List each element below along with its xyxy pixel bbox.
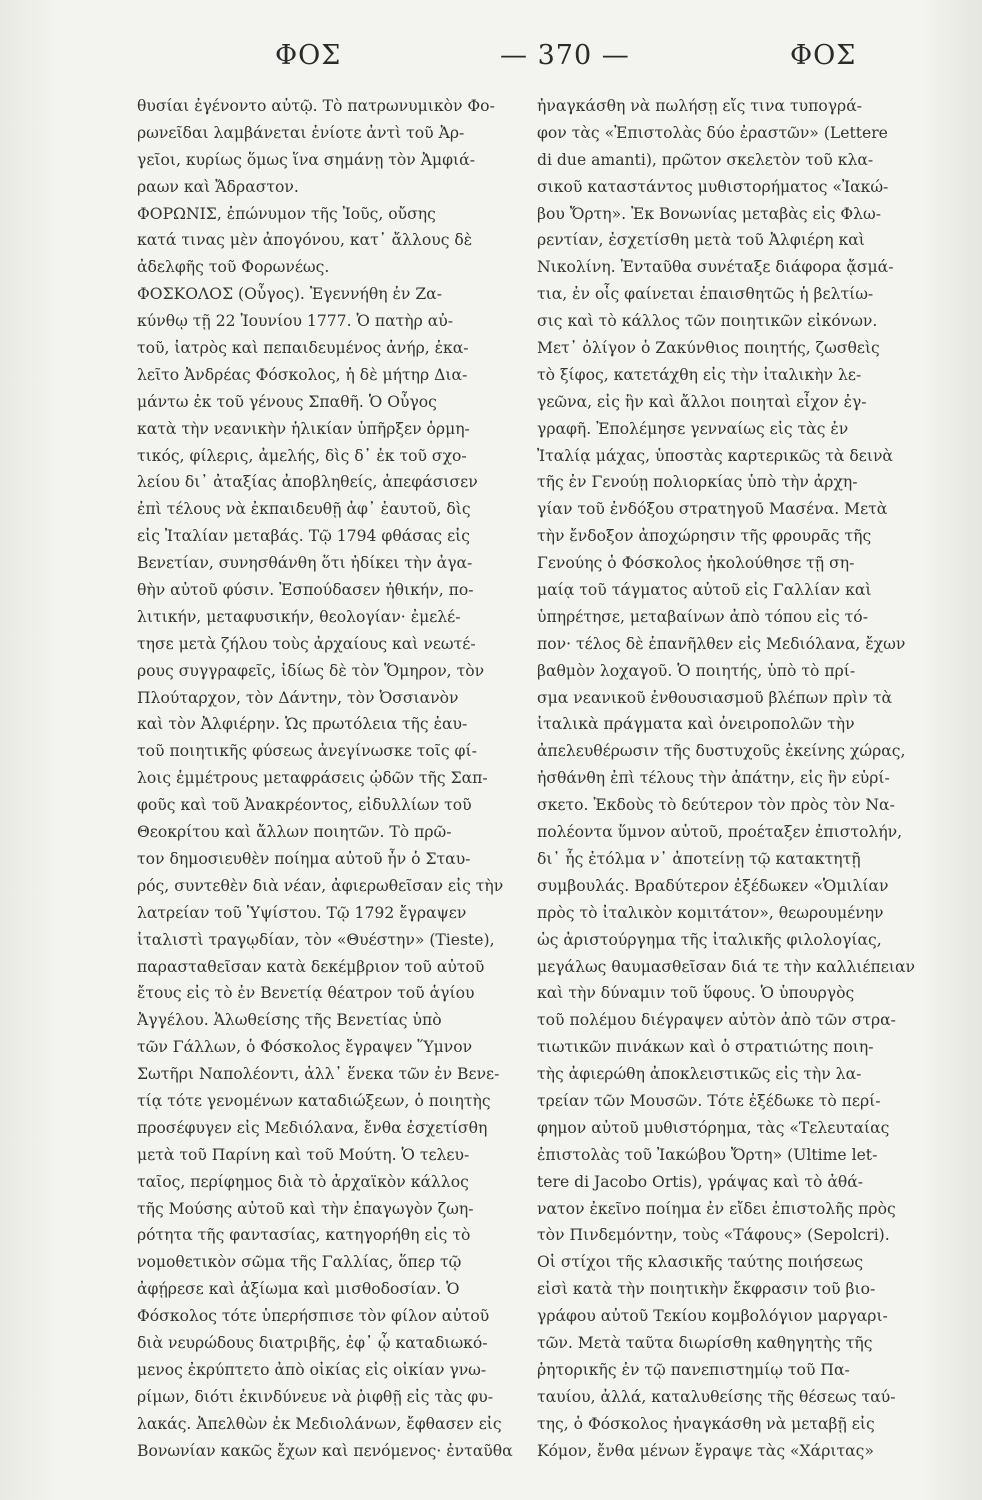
header-right-keyword: ΦΟΣ [790,40,857,71]
text-line: ἀφῄρεσε καὶ ἀξίωμα καὶ μισθοδοσίαν. Ὁ [137,1280,460,1299]
text-line: ἰταλικὰ πράγματα καὶ ὀνειροπολῶν τὴν [537,715,855,734]
text-line: λείου δι᾽ ἀταξίας ἀποβληθείς, ἀπεφάσισεν [137,473,478,492]
text-line: κατὰ τὴν νεανικὴν ἡλικίαν ὑπῆρξεν ὁρμη- [137,419,470,438]
text-line: φοῦς καὶ τοῦ Ἀνακρέοντος, εἰδυλλίων τοῦ [137,796,472,815]
text-line: μάντω ἐκ τοῦ γένους Σπαθῆ. Ὁ Οὖγος [137,392,437,411]
text-line: κατά τινας μὲν ἀπογόνου, κατ᾽ ἄλλους δὲ [137,231,473,250]
text-line: διὰ νευρώδους διατριβῆς, ἐφ᾽ ᾧ καταδιωκό- [137,1333,488,1352]
text-line: τια, ἐν οἷς φαίνεται ἐπαισθητῶς ἡ βελτίω- [537,285,874,304]
text-line: Πλούταρχον, τὸν Δάντην, τὸν Ὀσσιανὸν [137,688,459,707]
text-line: γραφῆ. Ἐπολέμησε γενναίως εἰς τὰς ἐν [537,419,849,438]
text-line: θὴν αὐτοῦ φύσιν. Ἐσπούδασεν ἠθικήν, πο- [137,581,474,600]
text-line: τρείαν τῶν Μουσῶν. Τότε ἐξέδωκε τὸ περί- [537,1091,881,1110]
text-line: εἰς Ἰταλίαν μεταβάς. Τῷ 1794 φθάσας εἰς [137,527,471,546]
text-line: νατον ἐκεῖνο ποίημα ἐν εἴδει ἐπιστολῆς πρὸς [537,1199,896,1218]
text-line: τίᾳ τότε γενομένων καταδιώξεων, ὁ ποιητὴς [137,1091,491,1110]
text-line: di due amanti), πρῶτον σκελετὸν τοῦ κλα- [537,150,874,169]
page-header [130,40,857,80]
text-line: ΦΟΣΚΟΛΟΣ (Οὖγος). Ἐγεννήθη ἐν Ζα- [137,285,442,304]
text-line: λακάς. Ἀπελθὼν ἐκ Μεδιολάνων, ἔφθασεν εἰς [137,1414,502,1433]
text-line: τῆς Μούσης αὐτοῦ καὶ τὴν ἐπαγωγὸν ζωη- [137,1199,474,1218]
text-line: Ἰταλίᾳ μάχας, ὑποστὰς καρτερικῶς τὰ δεινὰ [537,446,893,465]
text-line: εἰσὶ κατὰ τὴν ποιητικὴν ἔκφρασιν τοῦ βιο- [537,1280,876,1299]
text-line: συμβουλάς. Βραδύτερον ἐξέδωκεν «Ὁμιλίαν [537,876,889,895]
text-line: ἀδελφῆς τοῦ Φορωνέως. [137,258,330,277]
text-line: τησε μετὰ ζήλου τοὺς ἀρχαίους καὶ νεωτέ- [137,634,476,653]
text-line: τῆς ἐν Γενούῃ πολιορκίας ὑπὸ τὴν ἀρχη- [537,473,858,492]
text-line: ἐπὶ τέλους νὰ ἐκπαιδευθῇ ἀφ᾽ ἑαυτοῦ, δὶς [137,500,471,519]
text-line: μενος ἐκρύπτετο ἀπὸ οἰκίας εἰς οἰκίαν γνω- [137,1360,487,1379]
text-line: ρίμων, διότι ἐκινδύνευε νὰ ῥιφθῇ εἰς τὰς φυ- [137,1387,494,1406]
text-line: πολέοντα ὕμνον αὐτοῦ, προέταξεν ἐπιστολήν, [537,823,903,842]
text-line: ταῖος, περίφημος διὰ τὸ ἀρχαϊκὸν κάλλος [137,1172,469,1191]
text-line: τὸν Πινδεμόντην, τοὺς «Τάφους» (Sepolcri). [537,1226,890,1245]
text-line: ρότητα τῆς φαντασίας, κατηγορήθη εἰς τὸ [137,1226,471,1245]
text-line: ἠσθάνθη ἐπὶ τέλους τὴν ἀπάτην, εἰς ἣν εὑρί- [537,769,890,788]
text-line: Φόσκολος τότε ὑπερήσπισε τὸν φίλον αὐτοῦ [137,1307,490,1326]
text-line: δι᾽ ἧς ἐτόλμα ν᾽ ἀποτείνῃ τῷ κατακτητῇ [537,849,861,868]
text-line: γίαν τοῦ ἐνδόξου στρατηγοῦ Μασένα. Μετὰ [537,500,888,519]
text-line: ἠναγκάσθη νὰ πωλήσῃ εἴς τινα τυπογρά- [537,97,863,115]
text-line: της, ὁ Φόσκολος ἠναγκάσθη νὰ μεταβῇ εἰς [537,1414,875,1433]
text-line: τὴν ἔνδοξον ἀποχώρησιν τῆς φρουρᾶς τῆς [537,527,872,546]
text-line: καὶ τὴν δύναμιν τοῦ ὕφους. Ὁ ὑπουργὸς [537,984,855,1003]
text-line: ραων καὶ Ἄδραστον. [137,177,299,196]
text-line: τῶν Γάλλων, ὁ Φόσκολος ἔγραψεν Ὕμνον [137,1038,473,1057]
text-line: ῥητορικῆς ἐν τῷ πανεπιστημίῳ τοῦ Πα- [537,1360,850,1379]
text-line: Κόμον, ἔνθα μένων ἔγραψε τὰς «Χάριτας» [537,1441,874,1460]
text-line: ρός, συντεθὲν διὰ νέαν, ἀφιερωθεῖσαν εἰς τὴν [137,876,504,895]
text-line: τοῦ ποιητικῆς φύσεως ἀνεγίνωσκε τοῖς φί- [137,742,477,761]
text-line: λεῖτο Ἀνδρέας Φόσκολος, ἡ δὲ μήτηρ Δια- [137,365,468,384]
text-line: τὸ ξίφος, κατετάχθη εἰς τὴν ἰταλικὴν λε- [537,365,862,384]
text-line: ὑπηρέτησε, μεταβαίνων ἀπὸ τόπου εἰς τό- [537,607,868,626]
text-line: λιτικήν, μεταφυσικήν, θεολογίαν· ἐμελέ- [137,607,461,626]
text-line: Σωτῆρι Ναπολέοντι, ἀλλ᾽ ἕνεκα τῶν ἐν Βενε- [137,1065,500,1084]
text-line: σις καὶ τὸ κάλλος τῶν ποιητικῶν εἰκόνων. [537,312,878,331]
text-line: ΦΟΡΩΝΙΣ, ἐπώνυμον τῆς Ἰοῦς, οὔσης [137,204,436,223]
text-line: γεῶνα, εἰς ἣν καὶ ἄλλοι ποιηταὶ εἶχον ἐγ- [537,392,867,411]
text-line: γεῖοι, κυρίως ὅμως ἵνα σημάνῃ τὸν Ἀμφιά- [137,150,475,169]
text-line: παρασταθεῖσαν κατὰ δεκέμβριον τοῦ αὐτοῦ [137,957,485,976]
text-line: ἀπελευθέρωσιν τῆς δυστυχοῦς ἐκείνης χώρας, [537,742,906,761]
text-line: μετὰ τοῦ Παρίνη καὶ τοῦ Μούτη. Ὁ τελευ- [137,1145,470,1164]
header-left-keyword: ΦΟΣ [275,40,342,71]
text-line: τῶν. Μετὰ ταῦτα διωρίσθη καθηγητὴς τῆς [537,1333,873,1352]
text-line: ρωνεῖδαι λαμβάνεται ἐνίοτε ἀντὶ τοῦ Ἀρ- [137,123,465,142]
text-line: τικός, φίλερις, ἀμελής, δὶς δ᾽ ἐκ τοῦ σχο- [137,446,467,465]
text-line: τιωτικῶν πινάκων καὶ ὁ στρατιώτης ποιη- [537,1038,874,1057]
text-line: Βονωνίαν κακῶς ἔχων καὶ πενόμενος· ἐνταῦθα [137,1441,513,1460]
text-line: γράφου αὐτοῦ Τεκίου κομβολόγιον μαργαρι- [537,1307,888,1326]
text-line: tere di Jacobo Ortis), γράψας καὶ τὸ ἀθά- [537,1172,864,1191]
left-text-column [137,93,550,1464]
text-line: καὶ τὸν Ἀλφιέρην. Ὡς πρωτόλεια τῆς ἑαυ- [137,715,468,734]
text-line: ρους συγγραφεῖς, ἰδίως δὲ τὸν Ὅμηρον, τὸν [137,661,485,680]
page-number: — 370 — [500,40,630,71]
text-line: μεγάλως θαυμασθεῖσαν διά τε τὴν καλλιέπειαν [537,957,915,976]
text-line: Ἀγγέλου. Ἁλωθείσης τῆς Βενετίας ὑπὸ [137,1011,442,1030]
text-line: Μετ᾽ ὀλίγον ὁ Ζακύνθιος ποιητής, ζωσθεὶς [537,339,880,358]
text-line: νομοθετικὸν σῶμα τῆς Γαλλίας, ὅπερ τῷ [137,1253,462,1272]
text-line: Νικολίνη. Ἐνταῦθα συνέταξε διάφορα ᾄσμά- [537,258,894,277]
text-line: τον δημοσιευθὲν ποίημα αὐτοῦ ἦν ὁ Σταυ- [137,849,471,868]
text-line: πρὸς τὸ ἰταλικὸν κομιτάτον», θεωρουμένην [537,903,884,922]
text-line: βαθμὸν λοχαγοῦ. Ὁ ποιητής, ὑπὸ τὸ πρί- [537,661,856,680]
text-line: σικοῦ καταστάντος μυθιστορήματος «Ἰακώ- [537,177,889,196]
text-line: φημον αὐτοῦ μυθιστόρημα, τὰς «Τελευταίας [537,1118,890,1137]
text-line: ἔτους εἰς τὸ ἐν Βενετίᾳ θέατρον τοῦ ἁγίου [137,984,475,1003]
text-line: φον τὰς «Ἐπιστολὰς δύο ἐραστῶν» (Lettere [537,123,888,142]
text-line: τοῦ, ἰατρὸς καὶ πεπαιδευμένος ἀνήρ, ἐκα- [137,339,469,358]
text-line: μαίᾳ τοῦ τάγματος αὐτοῦ εἰς Γαλλίαν καὶ [537,581,872,600]
text-line: λοις ἐμμέτρους μεταφράσεις ᾠδῶν τῆς Σαπ- [137,769,488,788]
text-line: πον· τέλος δὲ ἐπανῆλθεν εἰς Μεδιόλανα, ἔχων [537,634,906,653]
text-line: ταυίου, ἀλλά, καταλυθείσης τῆς θέσεως ταύ- [537,1387,896,1406]
text-line: ὡς ἀριστούργημα τῆς ἰταλικῆς φιλολογίας, [537,930,882,949]
text-line: τοῦ πολέμου διέγραψεν αὐτὸν ἀπὸ τῶν στρα- [537,1011,896,1030]
text-line: βου Ὄρτη». Ἐκ Βονωνίας μεταβὰς εἰς Φλω- [537,204,882,223]
right-text-column [537,93,950,1464]
text-line: ρεντίαν, ἐσχετίσθη μετὰ τοῦ Ἀλφιέρη καὶ [537,231,865,250]
text-line: Θεοκρίτου καὶ ἄλλων ποιητῶν. Τὸ πρῶ- [137,823,452,842]
text-line: τὴς ἀφιερώθη ἀποκλειστικῶς εἰς τὴν λα- [537,1065,862,1084]
text-line: κύνθῳ τῇ 22 Ἰουνίου 1777. Ὁ πατὴρ αὐ- [137,312,454,331]
text-line: ἐπιστολὰς τοῦ Ἰακώβου Ὄρτη» (Ultime let- [537,1145,878,1164]
text-line: θυσίαι ἐγένοντο αὐτῷ. Τὸ πατρωνυμικὸν Φο- [137,97,495,115]
text-line: προσέφυγεν εἰς Μεδιόλανα, ἔνθα ἐσχετίσθη [137,1118,488,1137]
text-line: σμα νεανικοῦ ἐνθουσιασμοῦ βλέπων πρὶν τὰ [537,688,893,707]
text-line: λατρείαν τοῦ Ὑψίστου. Τῷ 1792 ἔγραψεν [137,903,467,922]
text-line: Οἱ στίχοι τῆς κλασικῆς ταύτης ποιήσεως [537,1253,864,1272]
text-line: σκετο. Ἐκδοὺς τὸ δεύτερον τὸν πρὸς τὸν Να- [537,796,895,815]
text-line: Γενούης ὁ Φόσκολος ἠκολούθησε τῇ ση- [537,554,855,573]
text-line: Βενετίαν, συνησθάνθη ὅτι ἠδίκει τὴν ἀγα- [137,554,473,573]
text-line: ἰταλιστὶ τραγῳδίαν, τὸν «Θυέστην» (Tieste), [137,930,495,949]
